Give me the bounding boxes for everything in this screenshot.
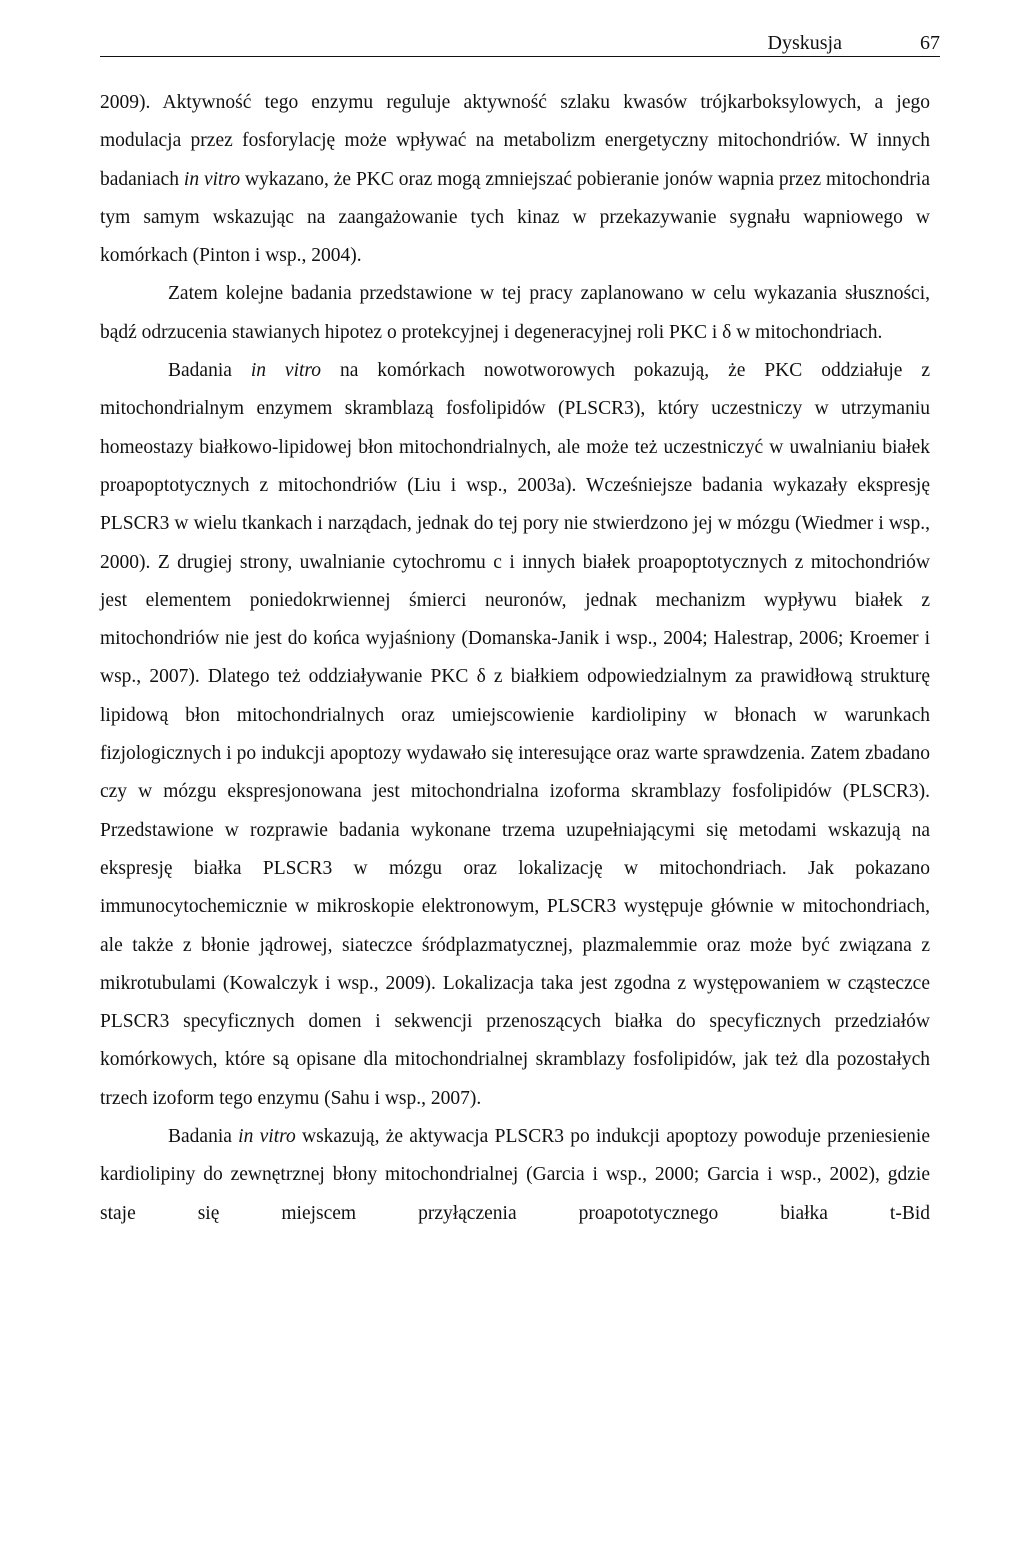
section-title: Dyskusja [767, 32, 842, 54]
paragraph-3 [100, 352, 930, 1118]
paragraph-text: Badania [168, 360, 251, 382]
italic-term: in vitro [238, 1126, 296, 1148]
paragraph-text: wykazano, że PKC oraz mogą zmniejszać pobieranie jonów wapnia przez mitochondria tym samym wskazując na zaangażowanie tych kinaz w przekazywanie sygnału wapniowego w komórkach (Pinton i wsp., 2004). [100, 168, 930, 267]
paragraph-1 [100, 84, 930, 275]
italic-term: in vitro [250, 360, 322, 382]
paragraph-text: wskazują, że aktywacja PLSCR3 po indukcji apoptozy powoduje przeniesienie kardiolipiny do zewnętrznej błony mitochondrialnej (Garcia i wsp., 2000; Garcia i wsp., 2002), gdzie staje się miejscem przyłączenia proapototycznego białka t-Bid [100, 1126, 931, 1224]
paragraph-2 [100, 275, 930, 352]
paragraph-text: Badania [168, 1126, 239, 1148]
body-text [100, 84, 930, 1233]
page-header [100, 30, 940, 60]
header-rule [100, 56, 940, 57]
page-number: 67 [920, 32, 940, 54]
italic-term: in vitro [183, 168, 241, 190]
paragraph-text: 2009). Aktywność tego enzymu reguluje aktywność szlaku kwasów trójkarboksylowych, a jego modulacja przez fosforylację może wpływać na metabolizm energetyczny mitochondriów. W innych badaniach [100, 92, 930, 190]
paragraph-text: na komórkach nowotworowych pokazują, że PKC oddziałuje z mitochondrialnym enzymem skramblazą fosfolipidów (PLSCR3), który uczestniczy w utrzymaniu homeostazy białkowo-lipidowej błon mitochondrialnych, ale może też uczestniczyć w uwalnianiu białek proapoptotycznych z mitochondriów (Liu i wsp., 2003a). Wcześniejsze badania wykazały ekspresję PLSCR3 w wielu tkankach i narządach, jednak do tej pory nie stwierdzono jej w mózgu (Wiedmer i wsp., 2000). Z drugiej strony, uwalnianie cytochromu c i innych białek proapoptotycznych z mitochondriów jest elementem poniedokrwiennej śmierci neuronów, jednak mechanizm wypływu białek z mitochondriów nie jest do końca wyjaśniony (Domanska-Janik i wsp., 2004; Halestrap, 2006; Kroemer i wsp., 2007). Dlatego też oddziaływanie PKC δ z białkiem odpowiedzialnym za prawidłową strukturę lipidową błon mitochondrialnych oraz umiejscowienie kardiolipiny w błonach w warunkach fizjologicznych i po indukcji apoptozy wydawało się interesujące oraz warte sprawdzenia. Zatem zbadano czy w mózgu ekspresjonowana jest mitochondrialna izoforma skramblazy fosfolipidów (PLSCR3). Przedstawione w rozprawie badania wykonane trzema uzupełniającymi się metodami wskazują na ekspresję białka PLSCR3 w mózgu oraz lokalizację w mitochondriach. Jak pokazano immunocytochemicznie w mikroskopie elektronowym, PLSCR3 występuje głównie w mitochondriach, ale także z błonie jądrowej, siateczce śródplazmatycznej, plazmalemmie oraz może być związana z mikrotubulami (Kowalczyk i wsp., 2009). Lokalizacja taka jest zgodna z występowaniem w cząsteczce PLSCR3 specyficznych domen i sekwencji przenoszących białka do specyficznych przedziałów komórkowych, które są opisane dla mitochondrialnej skramblazy fosfolipidów, jak też dla pozostałych trzech izoform tego enzymu (Sahu i wsp., 2007). [100, 360, 930, 1109]
paragraph-text: Zatem kolejne badania przedstawione w tej pracy zaplanowano w celu wykazania słuszności, bądź odrzucenia stawianych hipotez o protekcyjnej i degeneracyjnej roli PKC i δ w mitochondriach. [100, 283, 930, 343]
paragraph-4 [100, 1118, 930, 1233]
